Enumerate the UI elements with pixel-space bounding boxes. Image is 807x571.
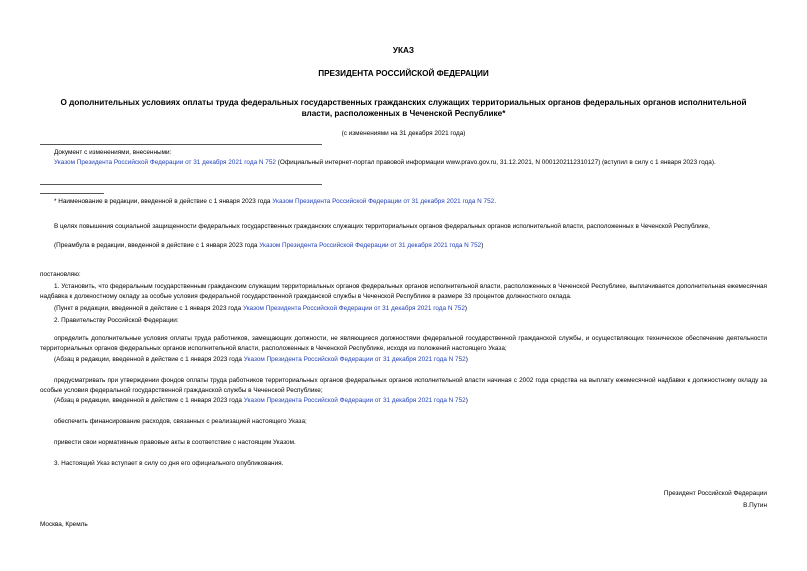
decree-issuer: ПРЕЗИДЕНТА РОССИЙСКОЙ ФЕДЕРАЦИИ (318, 69, 489, 78)
p1-note-link[interactable]: Указом Президента Российской Федерации от 31 декабря 2021 года N 752 (242, 305, 465, 312)
footnote-text: * Наименование в редакции, введенной в действие с 1 января 2023 года (54, 198, 273, 205)
decree-752-link[interactable]: Указом Президента Российской Федерации от 31 декабря 2021 года N 752 (54, 158, 276, 166)
signature-title: Президент Российской Федерации (663, 490, 767, 497)
changes-block (40, 148, 767, 167)
paragraph-2a-note: (Абзац в редакции, введенной в действие с 1 января 2023 года Указом Президента Российской Федерации от 31 декабря 2021 года N 752) (54, 356, 468, 363)
signature-name: В.Путин (743, 502, 767, 509)
changes-label: Документ с изменениями, внесенными: (54, 149, 172, 156)
paragraph-3: 3. Настоящий Указ вступает в силу со дня его официального опубликования. (54, 460, 284, 467)
paragraph-1: 1. Установить, что федеральным государственным гражданским служащим территориальных органов федеральных органов исполнительной власти, расположенных в Чеченской Республике, выплачивается дополнительная ежемесячная надбавка к должностному окладу за особые условия федеральной государственной гражданской службы в Чеченской Республике в размере 33 процентов должностного оклада. (40, 283, 767, 300)
footnote: * Наименование в редакции, введенной в действие с 1 января 2023 года Указом Президента Российской Федерации от 31 декабря 2021 года N 752. (54, 198, 497, 205)
p2b-note-link[interactable]: Указом Президента Российской Федерации от 31 декабря 2021 года N 752 (243, 397, 466, 404)
preamble-note-link[interactable]: Указом Президента Российской Федерации от 31 декабря 2021 года N 752 (259, 242, 482, 249)
preamble: В целях повышения социальной защищенности федеральных государственных гражданских служащих территориальных органов федеральных органов исполнительной власти, расположенных в Чеченской Республике, (54, 223, 710, 230)
paragraph-1-note: (Пункт в редакции, введенной в действие с 1 января 2023 года Указом Президента Российской Федерации от 31 декабря 2021 года N 752) (54, 305, 468, 312)
changes-rest: (Официальный интернет-портал правовой информации www.pravo.gov.ru, 31.12.2021, N 0001202112310127) (вступил в силу с 1 января 2023 года). (275, 158, 716, 166)
preamble-note: (Преамбула в редакции, введенной в действие с 1 января 2023 года Указом Президента Российской Федерации от 31 декабря 2021 года N 752) (54, 242, 484, 249)
footnote-rule (40, 193, 104, 194)
p2a-note-link[interactable]: Указом Президента Российской Федерации от 31 декабря 2021 года N 752 (243, 356, 466, 363)
paragraph-2a: определить дополнительные условия оплаты труда работников, замещающих должности, не являющиеся должностями федеральной государственной гражданской службы, и осуществляющих техническое обеспечение деятельности территориальных органов федеральных органов исполнительной власти, расположенных в Чеченской Республике, исходя из положений настоящего Указа; (40, 335, 767, 352)
separator-rule (40, 144, 322, 145)
paragraph-2c: обеспечить финансирование расходов, связанных с реализацией настоящего Указа; (54, 418, 307, 425)
signing-place: Москва, Кремль (40, 521, 88, 528)
separator-rule (40, 184, 322, 185)
decree-title: УКАЗ (392, 46, 415, 55)
paragraph-2d: привести свои нормативные правовые акты в соответствие с настоящим Указом. (54, 439, 296, 446)
amendment-note: (с изменениями на 31 декабря 2021 года) (341, 130, 466, 137)
footnote-link[interactable]: Указом Президента Российской Федерации от 31 декабря 2021 года N 752 (272, 198, 495, 205)
paragraph-2b-note: (Абзац в редакции, введенной в действие с 1 января 2023 года Указом Президента Российской Федерации от 31 декабря 2021 года N 752) (54, 397, 468, 404)
paragraph-2: 2. Правительству Российской Федерации: (54, 317, 179, 324)
document-heading: О дополнительных условиях оплаты труда федеральных государственных гражданских служащих территориальных органов федеральных органов исполнительной власти, расположенных в Чеченской Республике* (60, 98, 747, 118)
postanovlyayu: постановляю: (40, 271, 81, 278)
paragraph-2b: предусматривать при утверждении фондов оплаты труда работников территориальных органов федеральных органов исполнительной власти начиная с 2002 года средства на выплату ежемесячной надбавки к должностному окладу за особые условия федеральной государственной гражданской службы в Чеченской Республике; (40, 377, 767, 394)
changes-text (40, 158, 767, 168)
